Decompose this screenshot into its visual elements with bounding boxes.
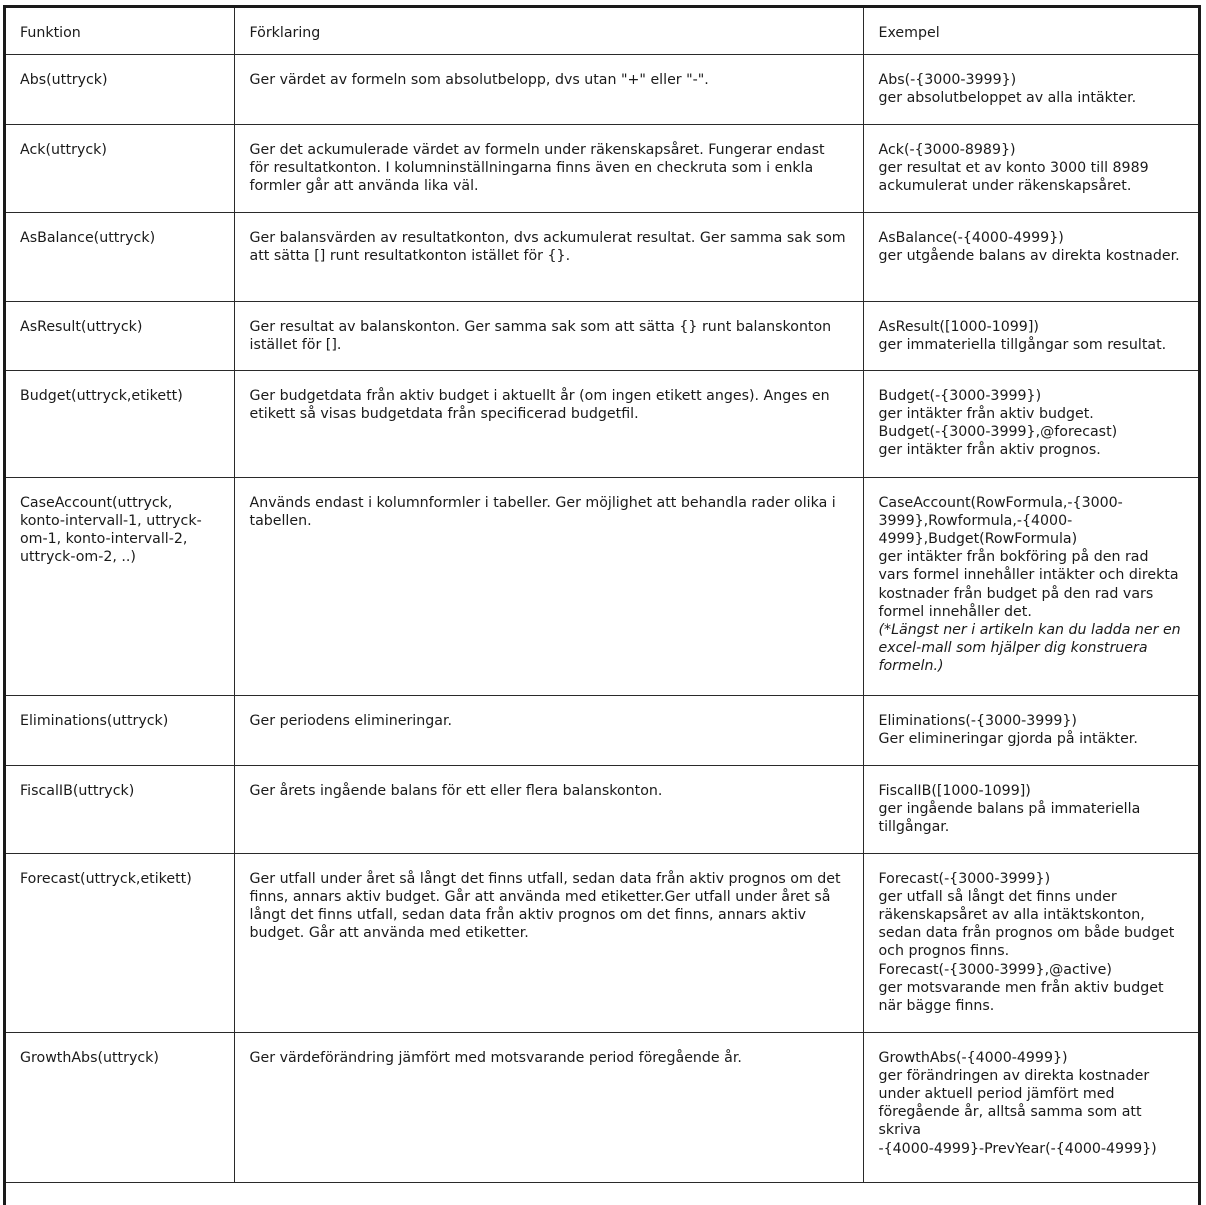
description-cell (234, 695, 863, 765)
example-line: ger intäkter från aktiv prognos. (878, 442, 1101, 459)
example-cell (863, 124, 1198, 212)
description-text: Ger värdet av formeln som absolutbelopp, dvs utan "+" eller "-". (249, 71, 709, 88)
function-name: AsResult(uttryck) (20, 318, 143, 335)
function-name: GrowthAbs(uttryck) (20, 1049, 159, 1066)
table-row (6, 370, 1198, 477)
description-text: Ger balansvärden av resultatkonton, dvs ackumulerat resultat. Ger samma sak som att sätta [] runt resultatkonton istället för {}. (249, 229, 846, 264)
example-line: AsResult([1000-1099]) (878, 318, 1039, 335)
function-name: FiscalIB(uttryck) (20, 782, 135, 799)
description-text: Ger årets ingående balans för ett eller flera balanskonton. (249, 782, 663, 799)
table-row (6, 124, 1198, 212)
example-line: ger ingående balans på immateriella tillgångar. (878, 800, 1141, 835)
function-name: Abs(uttryck) (20, 71, 108, 88)
example-line: ger immateriella tillgångar som resultat. (878, 336, 1167, 353)
example-line: Budget(-{3000-3999}) (878, 387, 1042, 404)
example-line: Ger elimineringar gjorda på intäkter. (878, 730, 1138, 747)
description-text: Används endast i kolumnformler i tabeller. Ger möjlighet att behandla rader olika i tabellen. (249, 494, 836, 529)
table-body (6, 54, 1198, 1182)
description-cell (234, 370, 863, 477)
example-cell (863, 853, 1198, 1032)
function-cell (6, 212, 234, 301)
example-line: Abs(-{3000-3999}) (878, 71, 1017, 88)
example-cell (863, 477, 1198, 695)
table-header-row (6, 8, 1198, 54)
table-row (6, 853, 1198, 1032)
example-line: Forecast(-{3000-3999}) (878, 870, 1051, 887)
example-cell (863, 54, 1198, 124)
description-cell (234, 765, 863, 853)
example-line: Forecast(-{3000-3999},@active) (878, 961, 1112, 978)
description-text: Ger resultat av balanskonton. Ger samma sak som att sätta {} runt balanskonton istället för []. (249, 318, 832, 353)
function-cell (6, 1032, 234, 1182)
example-line: ger intäkter från bokföring på den rad vars formel innehåller intäkter och direkta kostnader från budget på den rad vars formel innehåller det. (878, 549, 1179, 620)
example-line: ger förändringen av direkta kostnader under aktuell period jämfört med föregående år, alltså samma som att skriva (878, 1067, 1150, 1139)
example-note: (*Längst ner i artikeln kan du ladda ner en excel-mall som hjälper dig konstruera formeln.) (878, 621, 1181, 675)
description-cell (234, 301, 863, 370)
description-cell (234, 853, 863, 1032)
example-line: CaseAccount(RowFormula,-{3000-3999},Rowformula,-{4000-4999},Budget(RowFormula) (878, 494, 1123, 547)
example-line: ger intäkter från aktiv budget. (878, 405, 1094, 422)
function-name: Forecast(uttryck,etikett) (20, 870, 192, 887)
example-line: ger motsvarande men från aktiv budget när bägge finns. (878, 979, 1164, 1014)
description-cell (234, 212, 863, 301)
description-text: Ger det ackumulerade värdet av formeln under räkenskapsåret. Fungerar endast för resultatkonton. I kolumninställningarna finns även en checkruta som i enkla formler går att använda lika väl. (249, 141, 825, 194)
example-line: Budget(-{3000-3999},@forecast) (878, 423, 1118, 440)
example-line: GrowthAbs(-{4000-4999}) (878, 1049, 1068, 1066)
header-exempel: Exempel (863, 8, 1198, 54)
table-row (6, 695, 1198, 765)
function-cell (6, 853, 234, 1032)
header-forklaring: Förklaring (234, 8, 863, 54)
description-text: Ger periodens elimineringar. (249, 712, 452, 729)
table-row (6, 1032, 1198, 1182)
function-cell (6, 124, 234, 212)
example-cell (863, 695, 1198, 765)
function-name: AsBalance(uttryck) (20, 229, 156, 246)
description-text: Ger utfall under året så långt det finns utfall, sedan data från aktiv prognos om det finns, annars aktiv budget. Går att använda med etiketter.Ger utfall under året så långt det finns utfall, sedan data från aktiv prognos om det finns, annars aktiv budget. Går att använda med etiketter. (249, 870, 841, 942)
function-cell (6, 301, 234, 370)
example-cell (863, 765, 1198, 853)
example-cell (863, 301, 1198, 370)
example-cell (863, 1032, 1198, 1182)
table-row (6, 301, 1198, 370)
example-line: Ack(-{3000-8989}) (878, 141, 1016, 158)
header-funktion: Funktion (6, 8, 234, 54)
function-name: Budget(uttryck,etikett) (20, 387, 183, 404)
example-line: AsBalance(-{4000-4999}) (878, 229, 1064, 246)
example-line: -{4000-4999}-PrevYear(-{4000-4999}) (878, 1140, 1157, 1157)
table-row (6, 765, 1198, 853)
function-cell (6, 765, 234, 853)
example-line: ger utgående balans av direkta kostnader. (878, 247, 1180, 264)
description-cell (234, 1032, 863, 1182)
function-cell (6, 54, 234, 124)
table-row (6, 212, 1198, 301)
description-text: Ger budgetdata från aktiv budget i aktuellt år (om ingen etikett anges). Anges en etikett så visas budgetdata från specificerad budgetfil. (249, 387, 830, 422)
example-line: ger absolutbeloppet av alla intäkter. (878, 89, 1137, 106)
example-cell (863, 370, 1198, 477)
description-cell (234, 477, 863, 695)
function-name: Ack(uttryck) (20, 141, 107, 158)
example-cell (863, 212, 1198, 301)
functions-table (6, 8, 1198, 1183)
function-cell (6, 370, 234, 477)
function-cell (6, 477, 234, 695)
function-cell (6, 695, 234, 765)
example-line: FiscalIB([1000-1099]) (878, 782, 1031, 799)
function-name: CaseAccount(uttryck, konto-intervall-1, uttryck-om-1, konto-intervall-2, uttryck-om-2, ..) (20, 494, 202, 566)
description-cell (234, 124, 863, 212)
example-line: ger resultat et av konto 3000 till 8989 ackumulerat under räkenskapsåret. (878, 159, 1149, 194)
example-line: ger utfall så långt det finns under räkenskapsåret av alla intäktskonton, sedan data från prognos om både budget och prognos finns. (878, 888, 1175, 960)
description-cell (234, 54, 863, 124)
example-line: Eliminations(-{3000-3999}) (878, 712, 1077, 729)
table-row (6, 477, 1198, 695)
table-row (6, 54, 1198, 124)
function-name: Eliminations(uttryck) (20, 712, 169, 729)
description-text: Ger värdeförändring jämfört med motsvarande period föregående år. (249, 1049, 742, 1066)
